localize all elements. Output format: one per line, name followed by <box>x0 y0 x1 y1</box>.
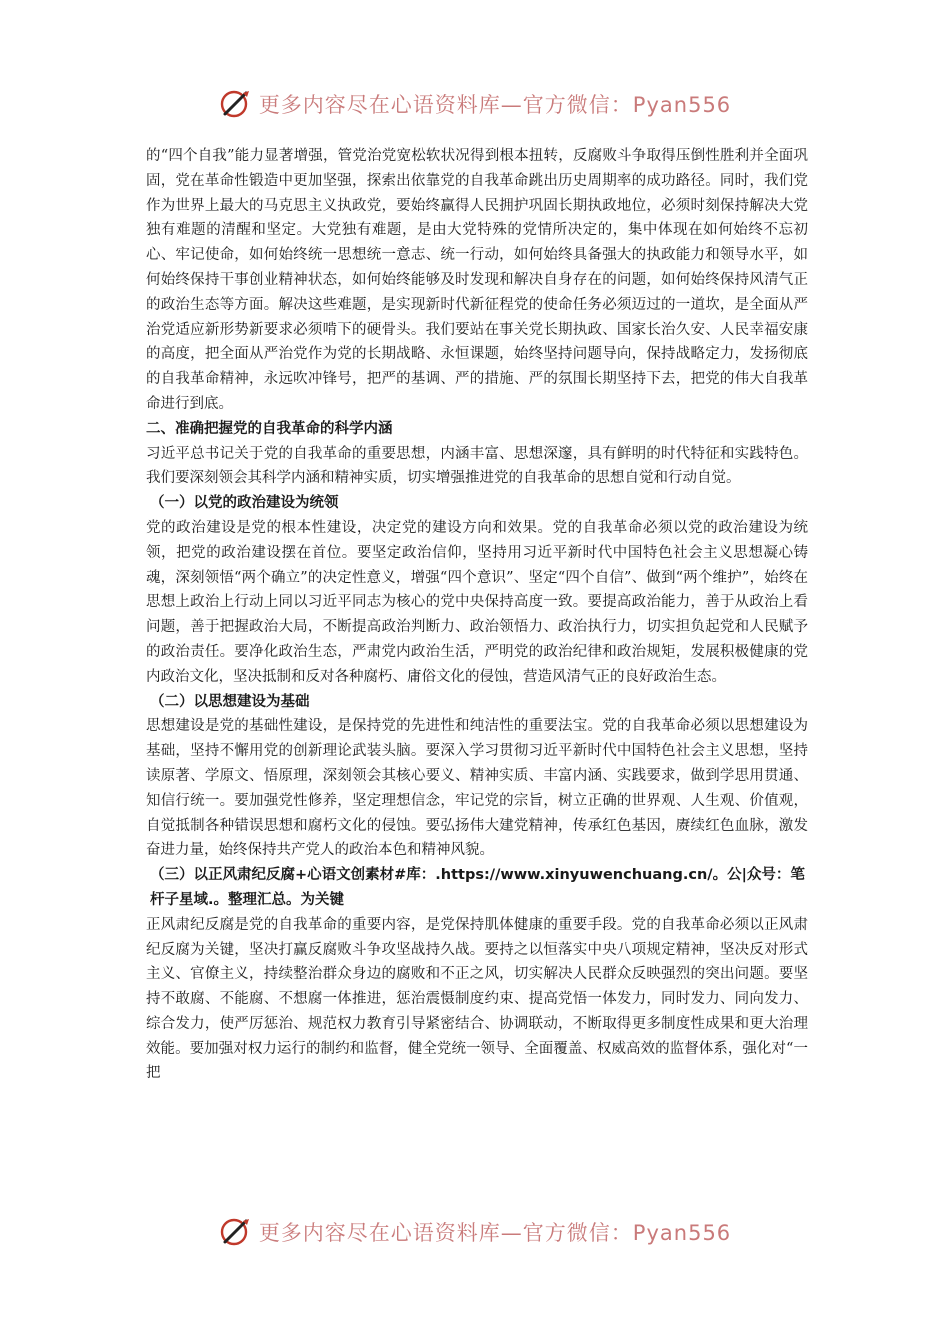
pen-logo-icon <box>219 1215 253 1249</box>
banner-text: 更多内容尽在心语资料库—官方微信：Pyan556 <box>258 1221 732 1245</box>
footer-banner <box>0 1212 950 1252</box>
paragraph: 的“四个自我”能力显著增强，管党治党宽松软状况得到根本扭转，反腐败斗争取得压倒性胜利并全面巩固，党在革命性锻造中更加坚强，探索出依靠党的自我革命跳出历史周期率的成功路径。同时，我们党作为世界上最大的马克思主义执政党，要始终赢得人民拥护巩固长期执政地位，必须时刻保持解决大党独有难题的清醒和坚定。大党独有难题，是由大党特殊的党情所决定的，集中体现在如何始终不忘初心、牢记使命，如何始终统一思想统一意志、统一行动，如何始终具备强大的执政能力和领导水平，如何始终保持干事创业精神状态，如何始终能够及时发现和解决自身存在的问题，如何始终保持风清气正的政治生态等方面。解决这些难题，是实现新时代新征程党的使命任务必须迈过的一道坎，是全面从严治党适应新形势新要求必须啃下的硬骨头。我们要站在事关党长期执政、国家长治久安、人民幸福安康的高度，把全面从严治党作为党的长期战略、永恒课题，始终坚持问题导向，保持战略定力，发扬彻底的自我革命精神，永远吹冲锋号，把严的基调、严的措施、严的氛围长期坚持下去，把党的伟大自我革命进行到底。 <box>146 148 808 412</box>
header-banner <box>0 84 950 124</box>
banner-text: 更多内容尽在心语资料库—官方微信：Pyan556 <box>258 93 732 117</box>
paragraph: 思想建设是党的基础性建设，是保持党的先进性和纯洁性的重要法宝。党的自我革命必须以思想建设为基础，坚持不懈用党的创新理论武装头脑。要深入学习贯彻习近平新时代中国特色社会主义思想，坚持读原著、学原文、悟原理，深刻领会其核心要义、精神实质、丰富内涵、实践要求，做到学思用贯通、知信行统一。要加强党性修养，坚定理想信念，牢记党的宗旨，树立正确的世界观、人生观、价值观，自觉抵制各种错误思想和腐朽文化的侵蚀。要弘扬伟大建党精神，传承红色基因，赓续红色血脉，激发奋进力量，始终保持共产党人的政治本色和精神风貌。 <box>146 718 808 859</box>
section-heading: 二、准确把握党的自我革命的科学内涵 <box>146 420 393 437</box>
pen-logo-icon <box>219 87 253 121</box>
subsection-heading: （一）以党的政治建设为统领 <box>150 495 339 512</box>
paragraph: 党的政治建设是党的根本性建设，决定党的建设方向和效果。党的自我革命必须以党的政治建设为统领，把党的政治建设摆在首位。要坚定政治信仰，坚持用习近平新时代中国特色社会主义思想凝心铸魂，深刻领悟“两个确立”的决定性意义，增强“四个意识”、坚定“四个自信”、做到“两个维护”，始终在思想上政治上行动上同以习近平同志为核心的党中央保持高度一致。要提高政治能力，善于从政治上看问题，善于把握政治大局，不断提高政治判断力、政治领悟力、政治执行力，切实担负起党和人民赋予的政治责任。要净化政治生态，严肃党内政治生活，严明党的政治纪律和政治规矩，发展积极健康的党内政治文化，坚决抵制和反对各种腐朽、庸俗文化的侵蚀，营造风清气正的良好政治生态。 <box>146 519 808 685</box>
subsection-heading: （二）以思想建设为基础 <box>150 693 310 710</box>
paragraph: 正风肃纪反腐是党的自我革命的重要内容，是党保持肌体健康的重要手段。党的自我革命必须以正风肃纪反腐为关键，坚决打赢反腐败斗争攻坚战持久战。要持之以恒落实中央八项规定精神，坚决反对形式主义、官僚主义，持续整治群众身边的腐败和不正之风，切实解决人民群众反映强烈的突出问题。要坚持不敢腐、不能腐、不想腐一体推进，惩治震慑制度约束、提高党悟一体发力，同时发力、同向发力、综合发力，使严厉惩治、规范权力教育引导紧密结合、协调联动，不断取得更多制度性成果和更大治理效能。要加强对权力运行的制约和监督，健全党统一领导、全面覆盖、权威高效的监督体系，强化对“一把 <box>146 916 808 1082</box>
paragraph: 习近平总书记关于党的自我革命的重要思想，内涵丰富、思想深邃，具有鲜明的时代特征和实践特色。我们要深刻领会其科学内涵和精神实质，切实增强推进党的自我革命的思想自觉和行动自觉。 <box>146 445 808 487</box>
subsection-heading: （三）以正风肃纪反腐+心语文创素材#库：.https://www.xinyuwenchuang.cn/。公|众号：笔杆子星域.。整理汇总。为关键 <box>150 867 805 908</box>
document-body <box>146 144 808 1086</box>
